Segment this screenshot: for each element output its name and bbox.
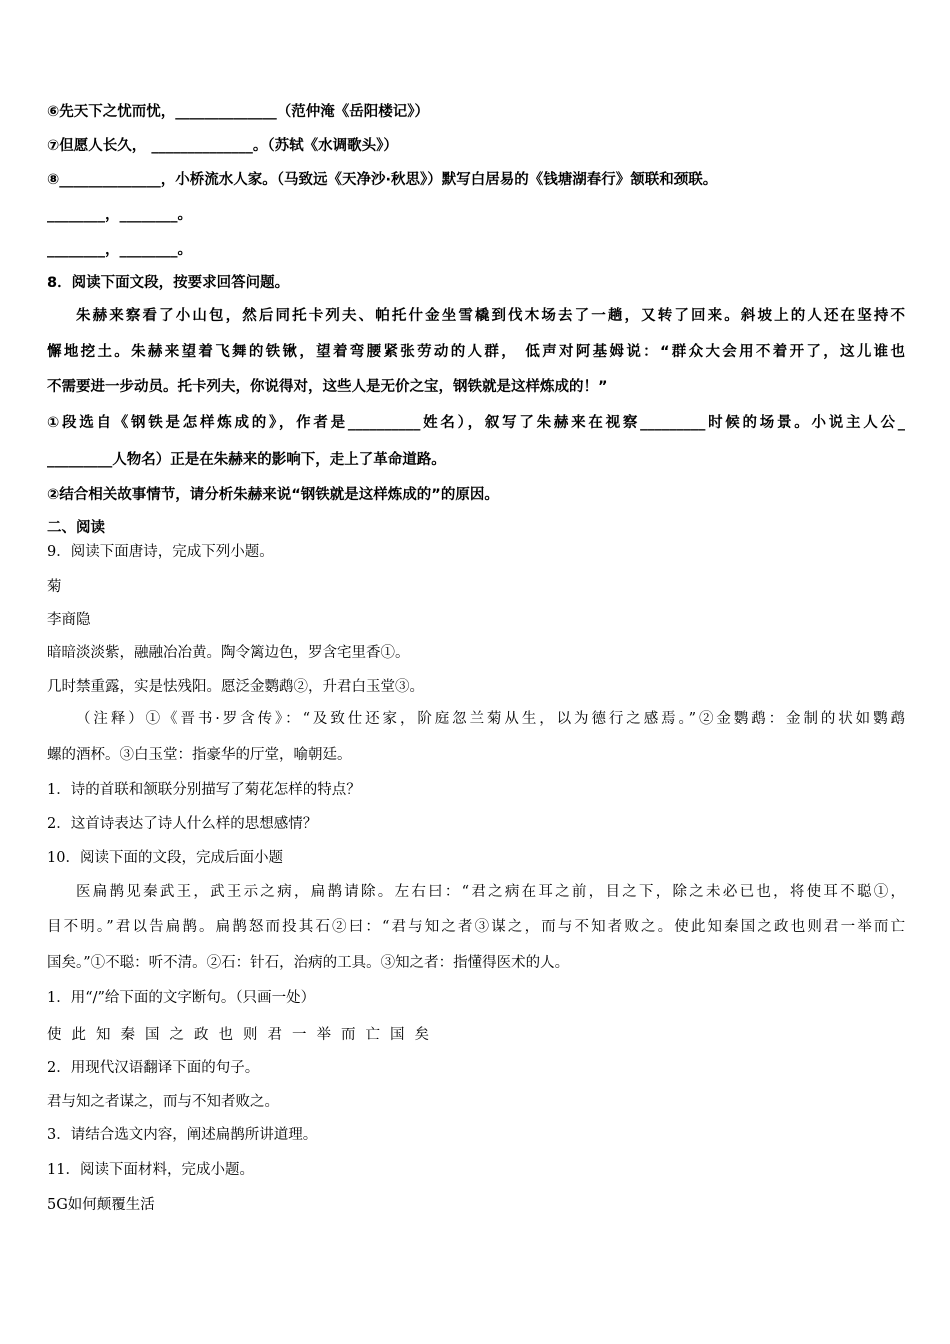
passage-line: 目不明。”君以告扁鹊。扁鹊怒而投其石②曰：“君与知之者③谋之，而与不知者败之。使此知秦国之政也则君一举而亡 — [47, 919, 905, 935]
punctuation-text: 使此知秦国之政也则君一举而亡国矣 — [47, 1027, 439, 1043]
sub-question: 3．请结合选文内容，阐述扁鹊所讲道理。 — [47, 1127, 318, 1143]
sub-question: ①段选自《钢铁是怎样炼成的》，作者是__________姓名），叙写了朱赫来在视察_________时候的场景。小说主人公_ — [47, 415, 905, 431]
passage-line: 朱赫来察看了小山包，然后同托卡列夫、帕托什金坐雪橇到伐木场去了一趟，又转了回来。斜坡上的人还在坚持不 — [76, 308, 905, 324]
sub-question: 1．诗的首联和颔联分别描写了菊花怎样的特点？ — [47, 782, 361, 798]
annotation: 螺的酒杯。③白玉堂：指豪华的厅堂，喻朝廷。 — [47, 747, 352, 763]
translation-sentence: 君与知之者谋之，而与不知者败之。 — [47, 1094, 279, 1110]
question-8-heading: 8．阅读下面文段，按要求回答问题。 — [47, 275, 290, 291]
poem-line: 几时禁重露，实是怯残阳。愿泛金鹦鹉②，升君白玉堂③。 — [47, 679, 424, 695]
fill-blank-6: ⑥先天下之忧而忧，______________（范仲淹《岳阳楼记》） — [47, 104, 430, 120]
blank-line: ________，________。 — [47, 207, 192, 223]
annotation: （注释）①《晋书·罗含传》：“及致仕还家，阶庭忽兰菊从生，以为德行之感焉。”②金鹦鹉：金制的状如鹦鹉 — [76, 711, 905, 727]
passage-line: 医扁鹊见秦武王，武王示之病，扁鹊请除。左右曰：“君之病在耳之前，目之下，除之未必已也，将使耳不聪①， — [76, 884, 905, 900]
question-9-heading: 9．阅读下面唐诗，完成下列小题。 — [47, 544, 274, 560]
poem-title: 菊 — [47, 579, 62, 595]
material-title: 5G如何颠覆生活 — [47, 1197, 155, 1213]
passage-line: 懈地挖土。朱赫来望着飞舞的铁锹，望着弯腰紧张劳动的人群， 低声对阿基姆说：“群众大会用不着开了，这儿谁也 — [47, 344, 905, 360]
fill-blank-8: ⑧______________，小桥流水人家。（马致远《天净沙·秋思》）默写白居易的《钱塘湖春行》颔联和颈联。 — [47, 172, 718, 188]
sub-question: _________人物名）正是在朱赫来的影响下，走上了革命道路。 — [47, 452, 446, 468]
poem-line: 暗暗淡淡紫，融融冶冶黄。陶令篱边色，罗含宅里香①。 — [47, 645, 410, 661]
poem-author: 李商隐 — [47, 612, 91, 628]
sub-question: ②结合相关故事情节，请分析朱赫来说“钢铁就是这样炼成的”的原因。 — [47, 487, 499, 503]
passage-line: 国矣。”①不聪：听不清。②石：针石，治病的工具。③知之者：指懂得医术的人。 — [47, 955, 570, 971]
question-10-heading: 10．阅读下面的文段，完成后面小题 — [47, 850, 283, 866]
sub-question: 1．用“/”给下面的文字断句。（只画一处） — [47, 990, 316, 1006]
sub-question: 2．用现代汉语翻译下面的句子。 — [47, 1060, 260, 1076]
sub-question: 2．这首诗表达了诗人什么样的思想感情？ — [47, 816, 318, 832]
passage-line: 不需要进一步动员。托卡列夫，你说得对，这些人是无价之宝，钢铁就是这样炼成的！” — [47, 379, 608, 395]
blank-line: ________，________。 — [47, 242, 192, 258]
fill-blank-7: ⑦但愿人长久， ______________。（苏轼《水调歌头》） — [47, 138, 398, 154]
section-heading: 二、阅读 — [47, 520, 105, 536]
question-11-heading: 11．阅读下面材料，完成小题。 — [47, 1162, 254, 1178]
